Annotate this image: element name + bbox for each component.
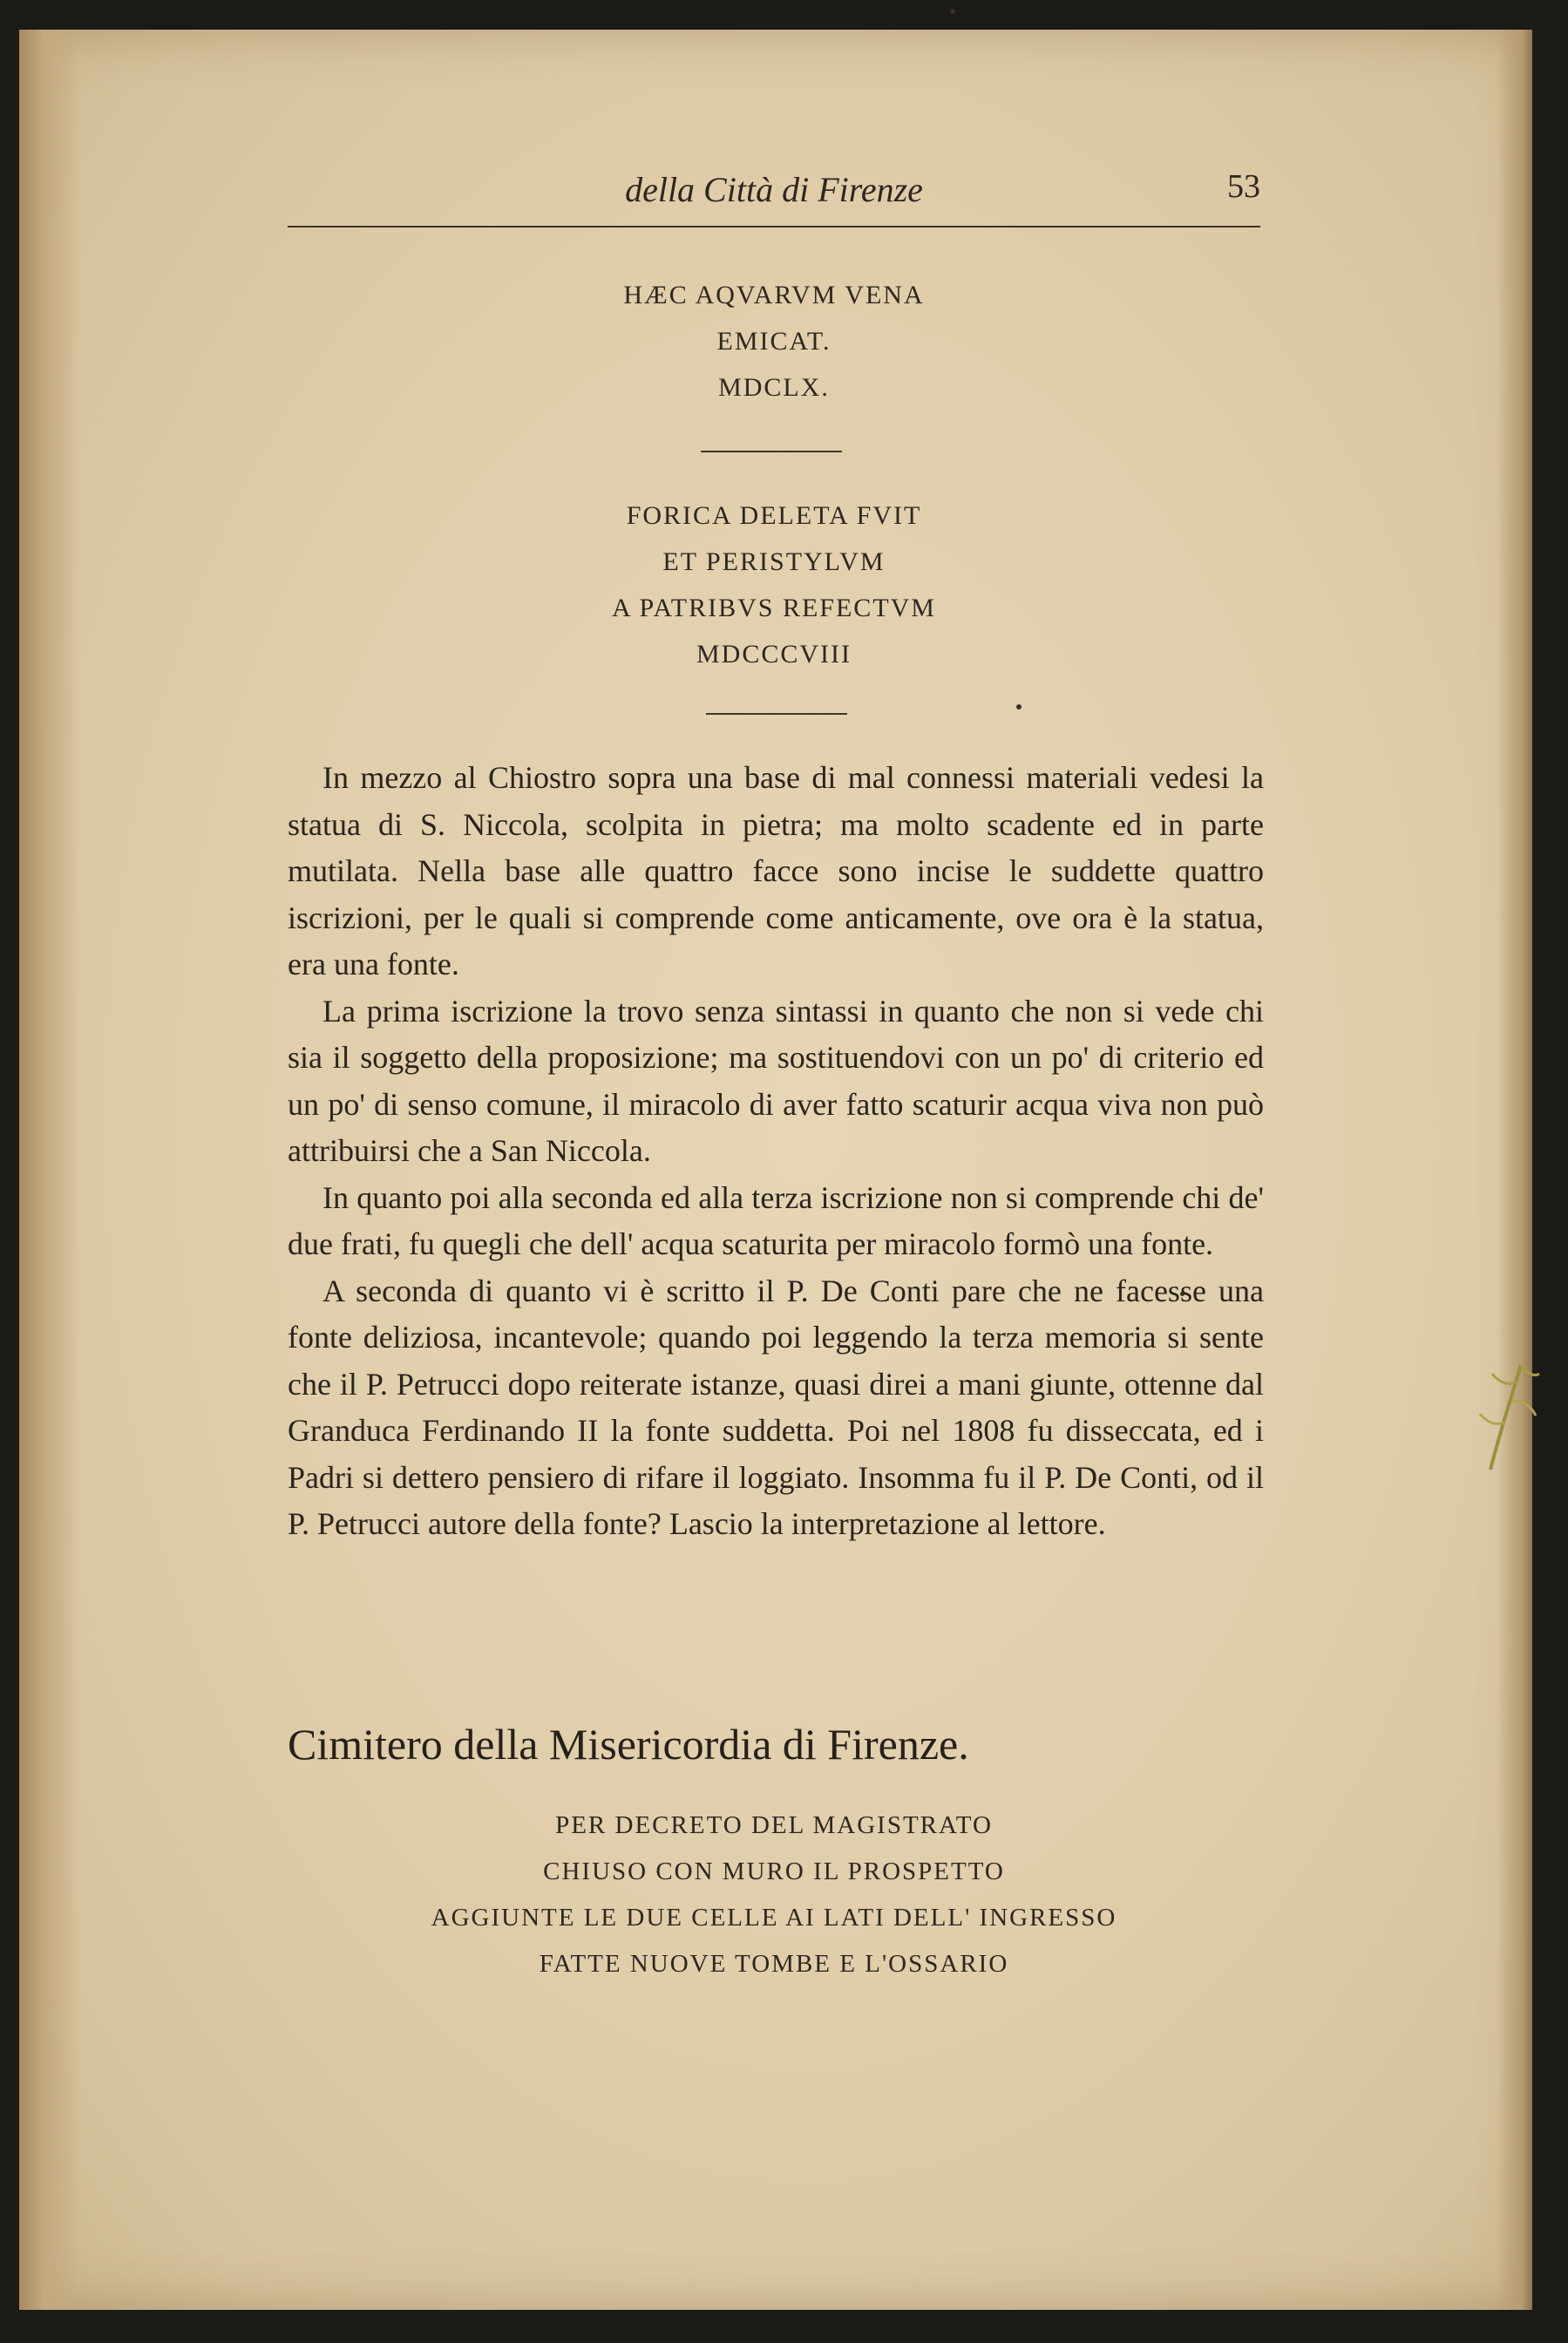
inscription-line: MDCLX. (718, 373, 830, 402)
separator-rule (706, 713, 847, 715)
paragraph: In quanto poi alla seconda ed alla terza iscrizione non si comprende chi de' due frati, fu quegli che dell' acqua scaturita per miracolo formò una fonte. (288, 1179, 1264, 1261)
inscription-peristyle (288, 492, 1260, 677)
inscription-line: CHIUSO CON MURO IL PROSPETTO (543, 1857, 1005, 1885)
pressed-plant-fragment (1473, 1348, 1543, 1478)
page-number: 53 (1227, 168, 1260, 205)
inscription-line: FATTE NUOVE TOMBE E L'OSSARIO (539, 1950, 1009, 1978)
separator-rule (701, 451, 842, 452)
running-title: della Città di Firenze (625, 170, 923, 209)
header-rule (288, 226, 1260, 228)
running-head (288, 166, 1260, 218)
inscription-line: A PATRIBVS REFECTVM (612, 594, 936, 622)
inscription-fountain (288, 272, 1260, 411)
section-heading: Cimitero della Misericordia di Firenze. (288, 1720, 969, 1769)
inscription-line: PER DECRETO DEL MAGISTRATO (555, 1811, 993, 1839)
paragraph: La prima iscrizione la trovo senza sintassi in quanto che non si vede chi sia il soggetto della proposizione; ma sostituendovi con un po' di criterio ed un po' di senso comune, il miracolo di aver fatto scaturir acqua viva non può attribuirsi che a San Niccola. (288, 993, 1264, 1168)
body-text (288, 755, 1264, 1548)
inscription-line: AGGIUNTE LE DUE CELLE AI LATI DELL' INGRESSO (431, 1904, 1117, 1932)
inscription-line: MDCCCVIII (696, 640, 852, 669)
inscription-line: ET PERISTYLVM (662, 547, 886, 576)
inscription-line: EMICAT. (716, 327, 832, 356)
paragraph: In mezzo al Chiostro sopra una base di mal connessi materiali vedesi la statua di S. Niccola, scolpita in pietra; ma molto scadente ed in parte mutilata. Nella base alle quattro facce sono incise le suddette quattro iscrizioni, per le quali si comprende come anticamente, ove ora è la statua, era una fonte. (288, 760, 1264, 981)
page-edge-shadow (1497, 30, 1532, 2310)
inscription-cemetery (288, 1803, 1260, 1987)
page-gutter-shadow (19, 30, 80, 2310)
inscription-line: FORICA DELETA FVIT (626, 501, 922, 530)
inscription-line: HÆC AQVARVM VENA (623, 281, 925, 309)
scan-speck (1016, 704, 1022, 710)
paragraph: A seconda di quanto vi è scritto il P. De Conti pare che ne facesse una fonte deliziosa, incantevole; quando poi leggendo la terza memoria si sente che il P. Petrucci dopo reiterate istanze, quasi direi a mani giunte, ottenne dal Granduca Ferdinando II la fonte suddetta. Poi nel 1808 fu disseccata, ed i Padri si dettero pensiero di rifare il loggiato. Insomma fu il P. De Conti, od il P. Petrucci autore della fonte? Lascio la interpretazione al lettore. (288, 1273, 1264, 1541)
scan-speck (950, 9, 955, 14)
